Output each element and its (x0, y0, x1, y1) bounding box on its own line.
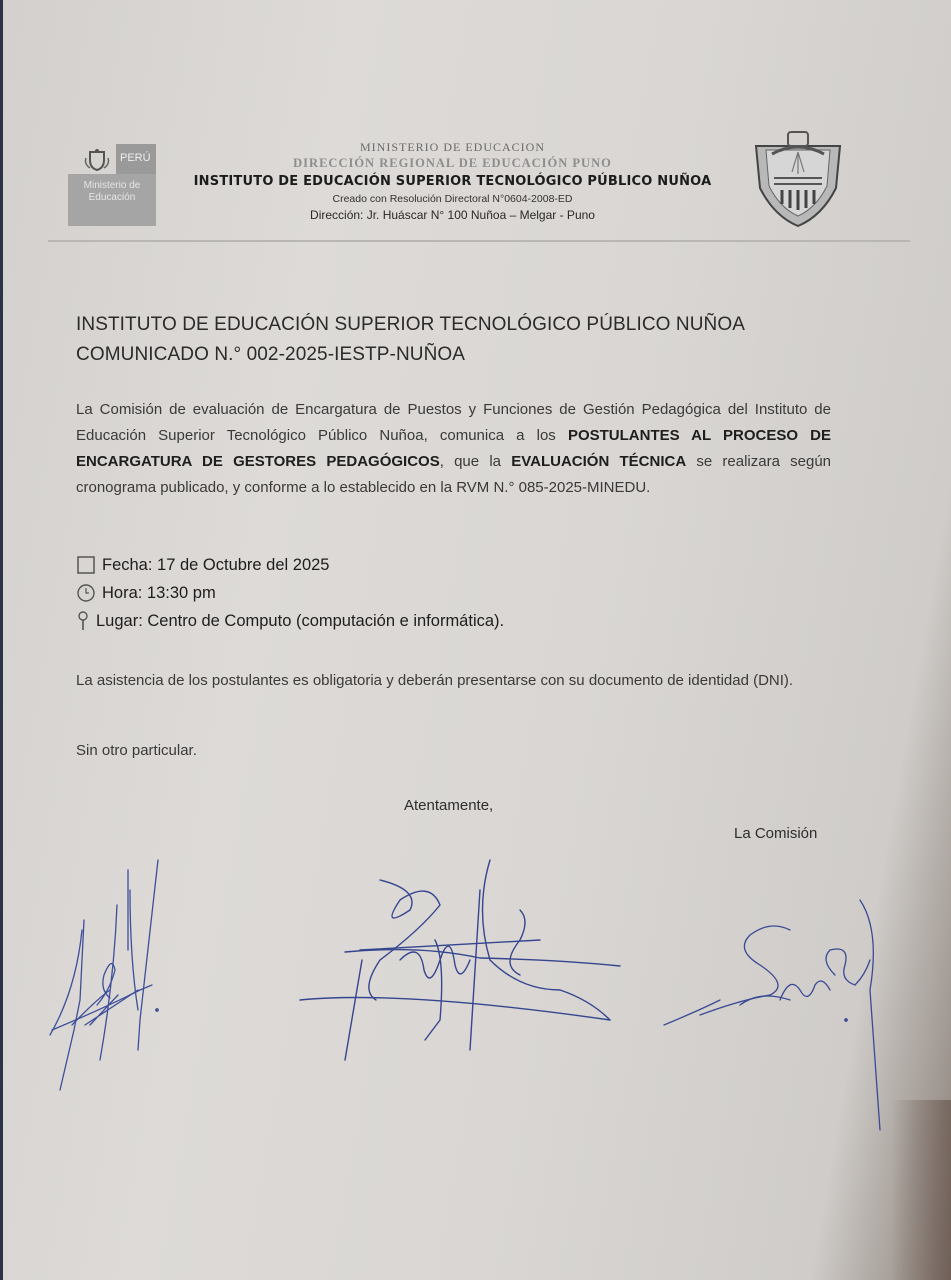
peru-coat-of-arms-icon (84, 148, 110, 172)
institute-crest-icon (752, 128, 844, 228)
clock-icon (76, 583, 96, 603)
paragraph-bold-applicants: POSTULANTES AL PROCESO DE ENCARGATURA DE GESTORES PEDAGÓGICOS (76, 427, 831, 470)
paragraph-bold-evaluation: EVALUACIÓN TÉCNICA (511, 453, 687, 470)
ministry-logo (68, 136, 160, 230)
title-communique-number: COMUNICADO N.° 002-2025-IESTP-NUÑOA (76, 344, 466, 365)
letterhead-regional-directorate: DIRECCIÓN REGIONAL DE EDUCACIÓN PUNO (293, 156, 612, 170)
attendance-paragraph: La asistencia de los postulantes es obligatoria y deberán presentarse con su documento de identidad (DNI). (76, 672, 794, 689)
signature-3 (664, 900, 880, 1130)
document-title (76, 310, 831, 370)
logo-ministry-label: Ministerio de Educación (83, 180, 141, 203)
signatory-label: La Comisión (734, 825, 818, 842)
letterhead-ministry: MINISTERIO DE EDUCACION (360, 140, 545, 154)
logo-country-label: PERÚ (120, 152, 151, 164)
letterhead-address: Dirección: Jr. Huáscar N° 100 Nuñoa – Melgar - Puno (310, 208, 595, 222)
detail-date-text: Fecha: 17 de Octubre del 2025 (102, 556, 330, 574)
regards-line: Atentamente, (404, 797, 494, 814)
paragraph-text: se realizara según cronograma publicado, y conforme a lo establecido en la RVM N.° 085-2025-MINEDU. (76, 453, 832, 496)
detail-time-text: Hora: 13:30 pm (102, 584, 216, 602)
paragraph-text: , que la (439, 453, 512, 470)
letterhead-resolution: Creado con Resolución Directoral N°0604-2008-ED (332, 193, 573, 205)
signature-2 (300, 860, 620, 1060)
detail-place (76, 607, 831, 635)
location-pin-icon (76, 611, 90, 631)
signature-1 (50, 860, 158, 1090)
letterhead (180, 140, 725, 224)
detail-date (76, 551, 831, 579)
title-institute: INSTITUTO DE EDUCACIÓN SUPERIOR TECNOLÓGICO PÚBLICO NUÑOA (76, 314, 746, 335)
calendar-icon (76, 555, 96, 575)
detail-time (76, 579, 831, 607)
signatures (0, 840, 951, 1140)
paragraph-text: La Comisión de evaluación de Encargatura de Puestos y Funciones de Gestión Pedagógica del Instituto de Educación Superior Tecnológico Público Nuñoa, comunica a los (76, 401, 831, 444)
closing-line: Sin otro particular. (76, 742, 197, 759)
event-details (76, 551, 831, 635)
letterhead-divider (48, 240, 910, 242)
detail-place-text: Lugar: Centro de Computo (computación e informática). (96, 612, 505, 630)
body-paragraph (76, 397, 831, 501)
letterhead-institute-name: INSTITUTO DE EDUCACIÓN SUPERIOR TECNOLÓGICO PÚBLICO NUÑOA (193, 174, 712, 189)
